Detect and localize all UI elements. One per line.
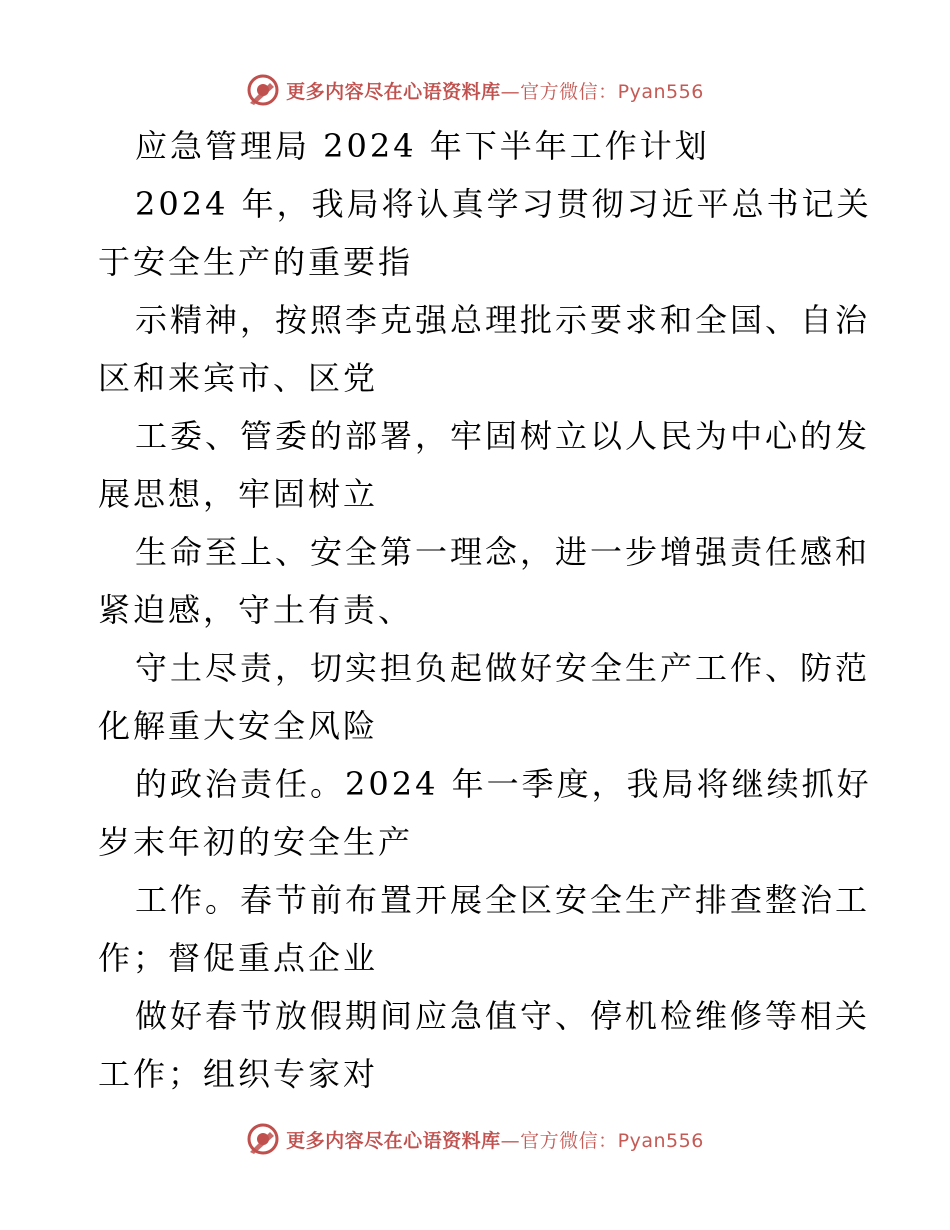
body-line: 示精神，按照李克强总理批示要求和全国、自治 — [135, 301, 871, 339]
body-line: 于安全生产的重要指 — [98, 243, 414, 281]
body-line: 展思想，牢固树立 — [98, 475, 379, 513]
footer-banner — [0, 1117, 950, 1161]
banner-wechat-text: —官方微信：Pyan556 — [500, 80, 704, 103]
body-line: 工委、管委的部署，牢固树立以人民为中心的发 — [135, 417, 871, 455]
body-line: 2024 年，我局将认真学习贯彻习近平总书记关 — [135, 185, 872, 223]
body-line: 区和来宾市、区党 — [98, 359, 379, 397]
pen-logo-icon — [246, 73, 280, 107]
banner-wechat-text: —官方微信：Pyan556 — [500, 1129, 704, 1152]
body-line: 工作。春节前布置开展全区安全生产排查整治工 — [135, 881, 871, 919]
body-line: 工作；组织专家对 — [98, 1055, 379, 1093]
body-line: 的政治责任。2024 年一季度，我局将继续抓好 — [135, 765, 872, 803]
body-line: 化解重大安全风险 — [98, 707, 379, 745]
banner-text — [286, 1126, 704, 1153]
banner-text — [286, 77, 704, 104]
body-line: 生命至上、安全第一理念，进一步增强责任感和 — [135, 533, 871, 571]
banner-site-text: 更多内容尽在心语资料库 — [286, 1129, 501, 1152]
pen-logo-icon — [246, 1122, 280, 1156]
header-banner — [0, 68, 950, 112]
body-line: 守土尽责，切实担负起做好安全生产工作、防范 — [135, 649, 871, 687]
body-line: 做好春节放假期间应急值守、停机检维修等相关 — [135, 997, 871, 1035]
body-line: 紧迫感，守土有责、 — [98, 591, 414, 629]
body-line: 作；督促重点企业 — [98, 939, 379, 977]
banner-site-text: 更多内容尽在心语资料库 — [286, 80, 501, 103]
body-line: 岁末年初的安全生产 — [98, 823, 414, 861]
document-title: 应急管理局 2024 年下半年工作计划 — [135, 127, 710, 165]
